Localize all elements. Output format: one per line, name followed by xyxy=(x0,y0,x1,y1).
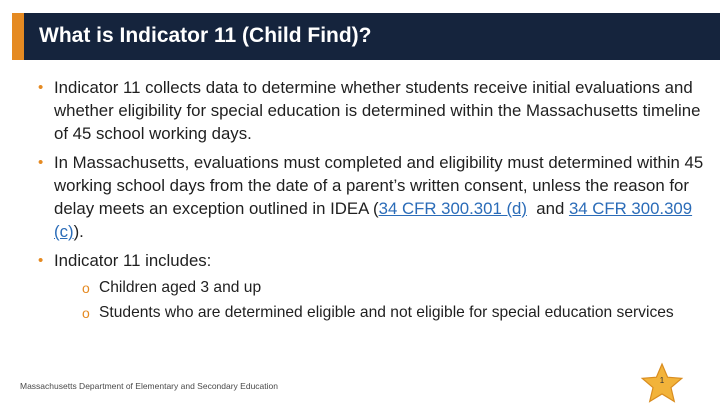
footer-organization: Massachusetts Department of Elementary and Secondary Education xyxy=(20,381,278,391)
circle-bullet-icon: o xyxy=(82,280,90,296)
sub-list-item xyxy=(82,302,704,324)
slide-title: What is Indicator 11 (Child Find)? xyxy=(39,24,372,47)
bullet-item xyxy=(38,76,704,145)
page-number: 1 xyxy=(659,376,665,385)
sub-list xyxy=(54,277,704,324)
sub-item-text: Students who are determined eligible and not eligible for special education services xyxy=(99,304,674,321)
bullet-text: Indicator 11 collects data to determine whether students receive initial evaluations and whether eligibility for special education is determined within the Massachusetts timeline of 45 school working days. xyxy=(54,78,701,143)
bullet-text-before: In Massachusetts, evaluations must completed and eligibility must determined within 45 working school days from the date of a parent’s written consent, unless the reason for delay meets an exception outlined in IDEA ( xyxy=(54,153,704,218)
bullet-dot-icon: • xyxy=(38,79,44,96)
bullet-item xyxy=(38,151,704,243)
sub-item-text: Children aged 3 and up xyxy=(99,279,262,296)
bullet-dot-icon: • xyxy=(38,154,44,171)
cfr-309-link[interactable]: 34 CFR 300.309 (c) xyxy=(54,199,693,241)
bullet-text-after: ). xyxy=(73,222,84,241)
bullet-text: Indicator 11 includes: xyxy=(54,251,212,270)
circle-bullet-icon: o xyxy=(82,305,90,321)
cfr-301-link[interactable]: 34 CFR 300.301 (d) xyxy=(378,199,527,218)
bullet-item xyxy=(38,249,704,324)
bullet-dot-icon: • xyxy=(38,252,44,269)
sub-list-item xyxy=(82,277,704,299)
slide-content xyxy=(38,76,704,330)
title-accent-bar xyxy=(12,13,24,60)
bullet-text-between: and xyxy=(526,199,569,218)
